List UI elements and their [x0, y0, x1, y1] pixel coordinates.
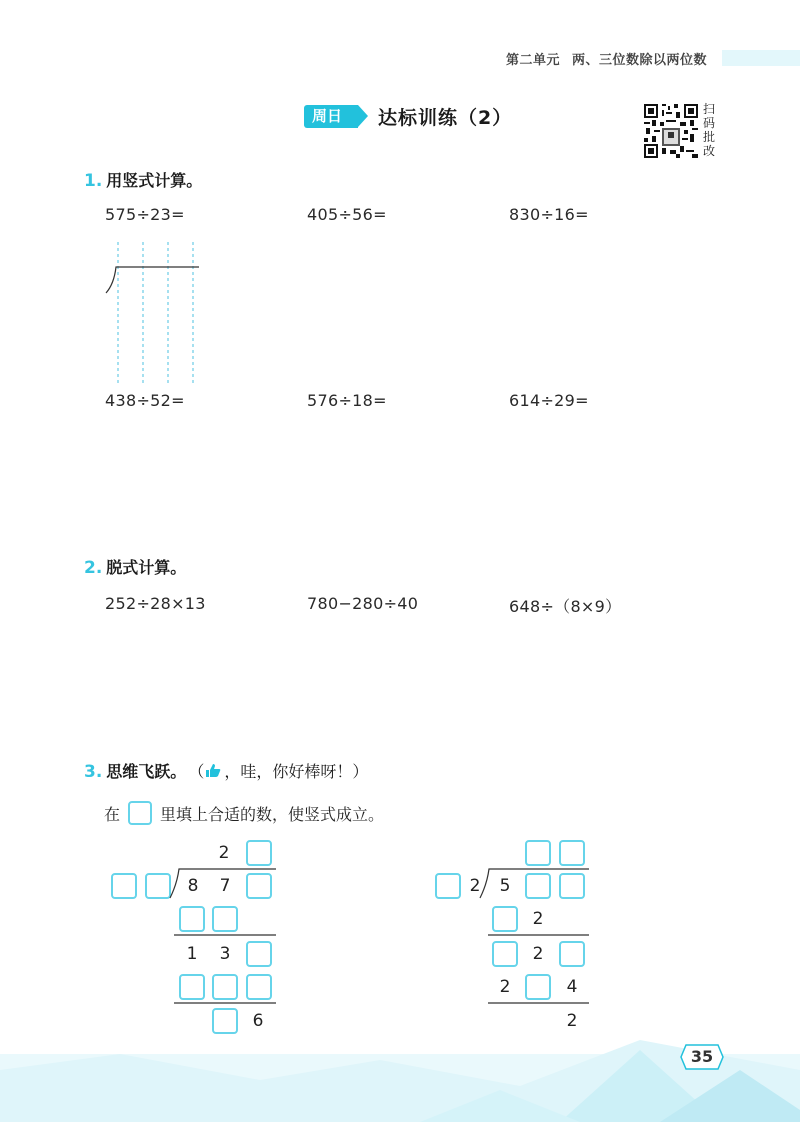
section-1-title	[84, 168, 202, 191]
thumbs-up-icon	[205, 763, 221, 778]
section-2-title	[84, 555, 186, 578]
header-accent-bar	[722, 50, 800, 66]
unit-header	[506, 46, 707, 70]
section-3-hint: ，哇，你好棒呀！）	[224, 762, 369, 781]
section-3-title	[84, 759, 368, 782]
problem-1e: 576÷18=	[307, 391, 387, 410]
problem-1b: 405÷56=	[307, 205, 387, 224]
qr-code-icon[interactable]	[644, 104, 698, 158]
problem-1f: 614÷29=	[509, 391, 589, 410]
qr-char: 码	[703, 116, 716, 130]
section-2-label: 脱式计算。	[106, 558, 187, 577]
long-division-guide	[104, 242, 204, 384]
page-title	[304, 103, 512, 130]
title-text: 达标训练（2）	[378, 107, 513, 129]
answer-box[interactable]	[111, 873, 137, 899]
puzzle-digit: 2	[532, 944, 544, 964]
puzzle-digit: 3	[219, 944, 231, 964]
problem-1a: 575÷23=	[105, 205, 185, 224]
puzzle-digit: 4	[566, 977, 578, 997]
week-badge: 周日	[304, 105, 358, 128]
problem-2b: 780−280÷40	[307, 594, 419, 613]
answer-box[interactable]	[212, 1008, 238, 1034]
answer-box[interactable]	[435, 873, 461, 899]
problem-1c: 830÷16=	[509, 205, 589, 224]
division-lines-left	[160, 860, 290, 1010]
section-2-number: 2.	[84, 558, 103, 578]
puzzle-digit: 5	[499, 876, 511, 896]
problem-2c: 648÷（8×9）	[509, 597, 622, 616]
unit-topic: 两、三位数除以两位数	[572, 52, 708, 68]
unit-label: 第二单元	[506, 52, 561, 68]
qr-label	[703, 102, 717, 158]
puzzle-digit: 1	[186, 944, 198, 964]
qr-char: 批	[703, 130, 716, 144]
page-number: 35	[690, 1047, 714, 1066]
puzzle-digit: 2	[532, 909, 544, 929]
instruction-after: 里填上合适的数，使竖式成立。	[160, 804, 385, 824]
instruction-before: 在	[104, 804, 121, 824]
inline-answer-box	[128, 801, 152, 825]
puzzle-digit: 8	[187, 876, 199, 896]
qr-char: 改	[703, 144, 716, 158]
section-3-number: 3.	[84, 762, 103, 782]
puzzle-digit: 6	[252, 1011, 264, 1031]
fill-instruction	[104, 801, 384, 825]
section-3-label: 思维飞跃。	[106, 762, 187, 781]
problem-1d: 438÷52=	[105, 391, 185, 410]
puzzle-digit: 2	[469, 876, 481, 896]
division-lines-right	[470, 860, 600, 1010]
section-3-hint-open: （	[188, 762, 205, 781]
section-1-label: 用竖式计算。	[106, 171, 203, 190]
section-1-number: 1.	[84, 171, 103, 191]
puzzle-digit: 2	[566, 1011, 578, 1031]
puzzle-digit: 2	[499, 977, 511, 997]
problem-2a: 252÷28×13	[105, 594, 206, 613]
puzzle-digit: 2	[218, 843, 230, 863]
puzzle-digit: 7	[219, 876, 231, 896]
qr-char: 扫	[703, 102, 716, 116]
